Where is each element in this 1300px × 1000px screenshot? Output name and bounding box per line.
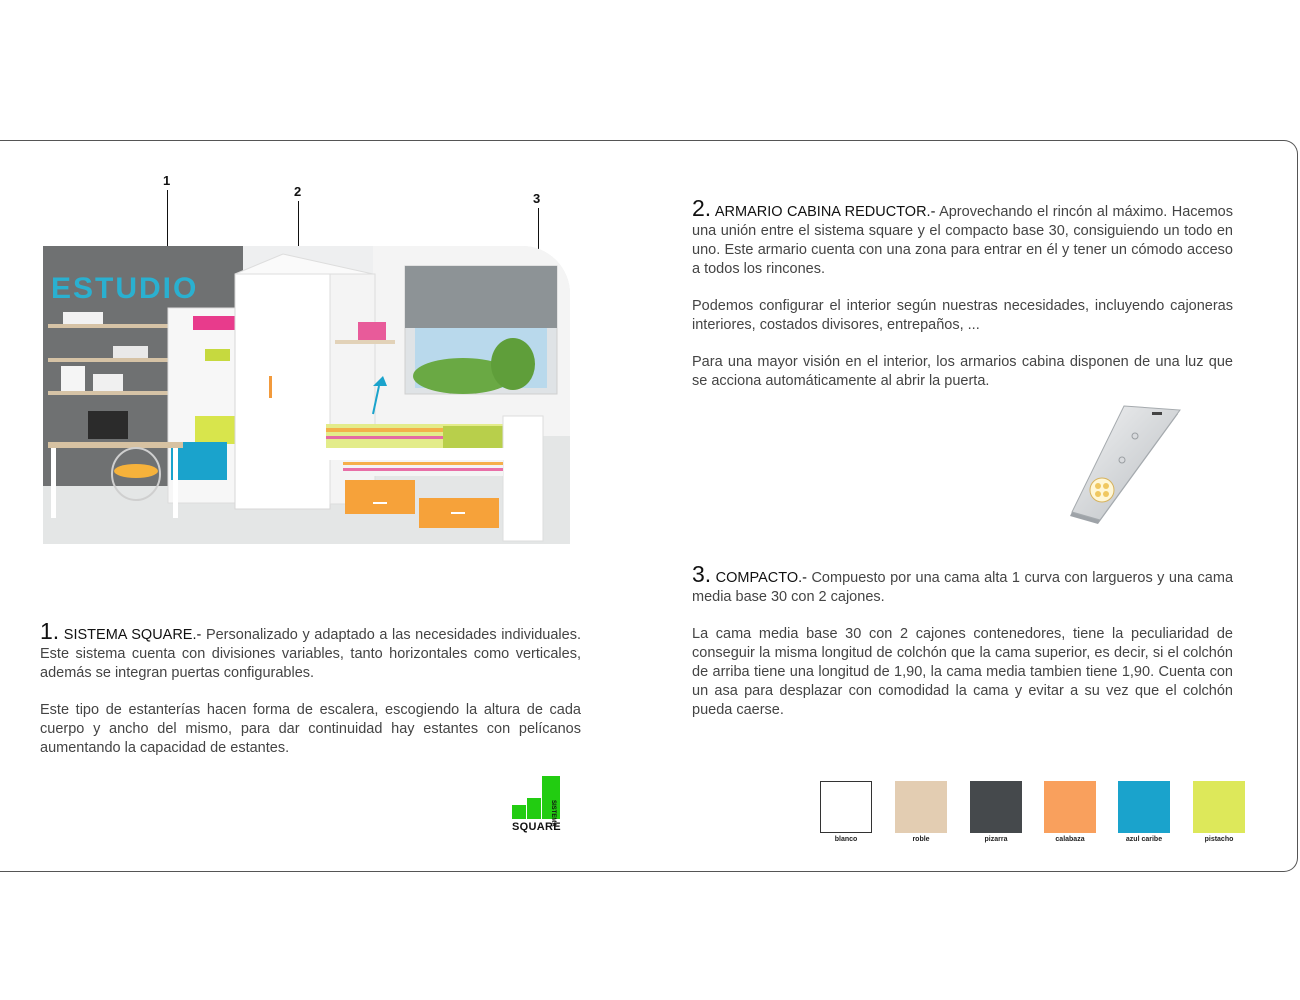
section-3-paragraph-2: La cama media base 30 con 2 cajones contenedores, tiene la peculiaridad de conseguir la misma longitud de colchón que la cama superior, es decir, si el colchón de arriba tiene una longitud de 1,90, la cama media tambien tiene 1,90. Cuenta con un asa para desplazar con comodidad la cama y evitar a su vez que el colchón pueda caerse. (692, 626, 1233, 718)
swatch-pistacho (1193, 781, 1245, 833)
callout-number-2: 2 (294, 184, 302, 199)
section-2-number: 2. (692, 195, 712, 221)
section-2-title: ARMARIO CABINA REDUCTOR.- (714, 204, 936, 220)
section-1-lead-paragraph (40, 618, 581, 683)
section-3-compacto (692, 561, 1234, 738)
square-sistema-logo (512, 776, 578, 838)
section-2-lead-paragraph (692, 195, 1233, 279)
swatch-label-calabaza: calabaza (1055, 836, 1085, 843)
section-1-lead: Personalizado y adaptado a las necesidades individuales. Este sistema cuenta con divisiones variables, tanto horizontales como verticales, además se integran puertas configurables. (40, 627, 581, 681)
section-1-paragraph-2: Este tipo de estanterías hacen forma de escalera, escogiendo la altura de cada cuerpo y ancho del mismo, para dar continuidad hay estantes con pelícanos aumentando la capacidad de estantes. (40, 702, 581, 756)
section-2-armario-cabina (692, 195, 1233, 409)
swatch-roble (895, 781, 947, 833)
section-2-lead: Aprovechando el rincón al máximo. Hacemos una unión entre el sistema square y el compacto base 30, consiguiendo un todo en uno. Este armario cuenta con una zona para entrar en él y tener un cómodo acceso a todos los rincones. (692, 204, 1233, 277)
swatch-azul-caribe (1118, 781, 1170, 833)
swatch-label-azul-caribe: azul caribe (1125, 836, 1163, 843)
swatch-pizarra (970, 781, 1022, 833)
swatch-label-pizarra: pizarra (984, 836, 1008, 843)
section-1-title: SISTEMA SQUARE.- (63, 627, 202, 643)
swatch-label-pistacho: pistacho (1204, 836, 1234, 843)
swatch-label-blanco: blanco (834, 836, 858, 843)
swatch-calabaza (1044, 781, 1096, 833)
section-3-lead-paragraph (692, 561, 1234, 607)
section-3-number: 3. (692, 561, 712, 587)
section-1-number: 1. (40, 618, 60, 644)
logo-side-text: SISTEMA (550, 800, 556, 827)
room-illustration (43, 246, 570, 544)
logo-text: SQUARE (512, 821, 561, 833)
section-1-sistema-square (40, 618, 581, 776)
callout-number-1: 1 (163, 173, 171, 188)
room-scene (43, 246, 570, 544)
led-light-icon (1060, 402, 1185, 530)
section-2-paragraph-3: Para una mayor visión en el interior, los armarios cabina disponen de una luz que se acciona automáticamente al abrir la puerta. (692, 354, 1233, 389)
section-3-title: COMPACTO.- (715, 570, 807, 586)
section-2-paragraph-2: Podemos configurar el interior según nuestras necesidades, incluyendo cajoneras interiores, costados divisores, entrepaños, ... (692, 298, 1233, 333)
swatch-blanco (820, 781, 872, 833)
swatch-label-roble: roble (912, 836, 930, 843)
wall-lettering: ESTUDIO (51, 272, 199, 305)
section-3-lead: Compuesto por una cama alta 1 curva con largueros y una cama media base 30 con 2 cajones. (692, 570, 1234, 605)
callout-number-3: 3 (533, 191, 541, 206)
